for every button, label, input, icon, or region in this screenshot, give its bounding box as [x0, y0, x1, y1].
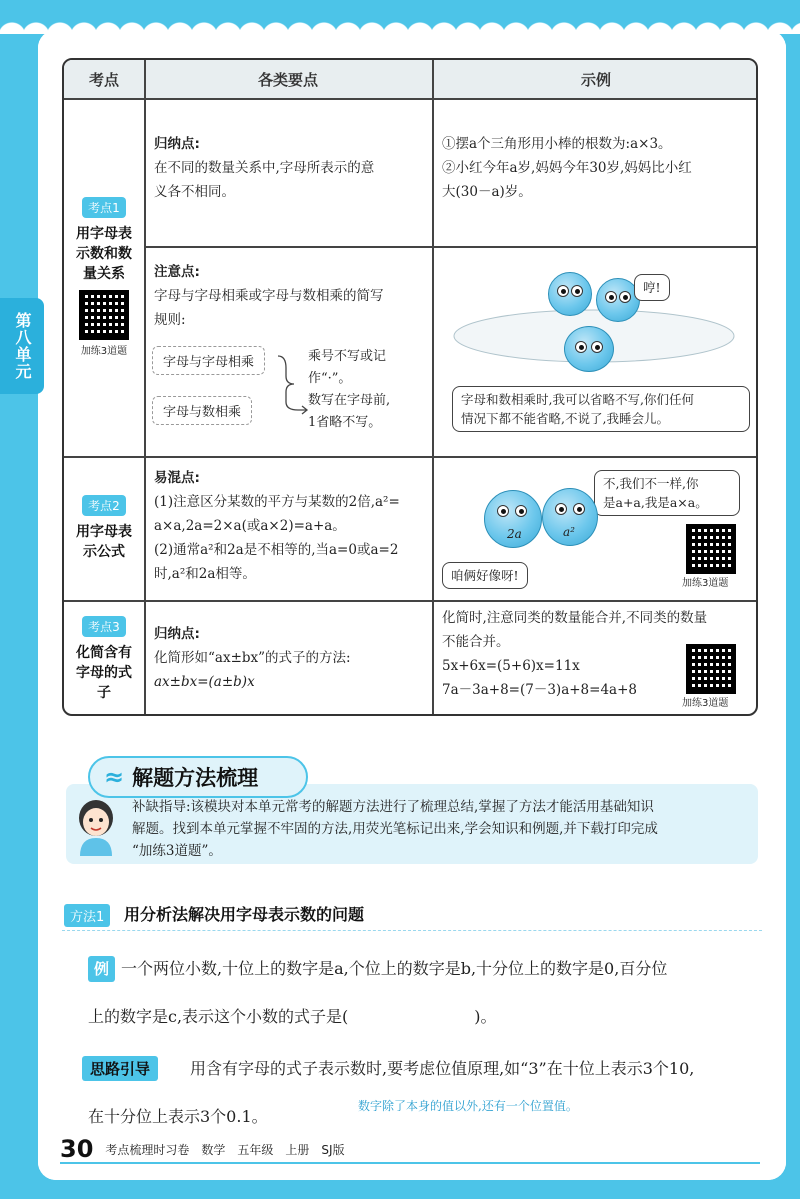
page-footer: [60, 1135, 760, 1163]
kaodian-2: [64, 456, 144, 600]
point-formula: ax±bx=(a±b)x: [154, 674, 255, 690]
guide-line: 解题。找到本单元掌握不牢固的方法,用荧光笔标记出来,学会知识和例题,并下载打印完成: [132, 821, 658, 837]
unit-side-tab: 第八单元: [0, 298, 44, 394]
kaodian-1: [64, 98, 144, 456]
bubble-line: 字母和数相乘时,我可以省略不写,你们任何: [461, 392, 694, 407]
example-formula: 7a－3a+8=(7－3)a+8=4a+8: [442, 682, 637, 698]
point-summary: [154, 132, 424, 204]
question-line: 一个两位小数,十位上的数字是a,个位上的数字是b,十分位上的数字是0,百分位: [121, 959, 668, 978]
rule-line: 数写在字母前,: [308, 393, 391, 408]
qr-code-icon[interactable]: [686, 524, 736, 574]
point-line: a×a,2a=2×a(或a×2)=a+a。: [154, 518, 346, 534]
qr-code-icon[interactable]: [79, 290, 129, 340]
wave-icon: ≈: [104, 763, 125, 791]
example-text: [442, 132, 752, 204]
divider: [144, 60, 146, 716]
speech-bubble: [452, 386, 750, 432]
ball-label: a²: [563, 525, 575, 539]
point-line: (2)通常a²和2a是不相等的,当a=0或a=2: [154, 542, 399, 558]
example-line: 化简时,注意同类的数量能合并,不同类的数量: [442, 610, 708, 626]
hint-tag: 思路引导: [82, 1056, 158, 1081]
point-line: 字母与字母相乘或字母与数相乘的简写: [154, 288, 384, 304]
bird-character-icon: [548, 272, 592, 316]
kaodian-3: [64, 600, 144, 716]
example-line: 不能合并。: [442, 634, 510, 650]
header-examples: 示例: [432, 60, 758, 98]
kaodian-title: 用字母表示公式: [76, 523, 132, 560]
point-simplify: [154, 622, 426, 694]
bubble-line: 情况下都不能省略,不说了,我睡会儿。: [461, 411, 669, 426]
point-heading: 易混点:: [154, 470, 200, 486]
section-title: [88, 756, 308, 798]
speech-bubble: 哼!: [634, 274, 670, 301]
sleepy-bird-icon: [564, 326, 614, 372]
divider: [64, 456, 758, 458]
method-title: 用分析法解决用字母表示数的问题: [124, 905, 365, 924]
divider: [62, 930, 762, 931]
point-line: 化简形如“ax±bx”的式子的方法:: [154, 650, 351, 666]
hint-text: 用含有字母的式子表示数时,要考虑位值原理,如“3”在十位上表示3个10,: [190, 1059, 695, 1078]
question-line: 上的数字是c,表示这个小数的式子是(: [88, 1007, 349, 1026]
guide-line: “加练3道题”。: [132, 843, 222, 859]
ball-label: 2a: [507, 527, 522, 541]
example-formula: 5x+6x=(5+6)x=11x: [442, 658, 580, 674]
example-line: ①摆a个三角形用小棒的根数为:a×3。: [442, 136, 672, 152]
qr-code-icon[interactable]: [686, 644, 736, 694]
question-line-end: )。: [474, 1007, 497, 1026]
header-points: 各类要点: [144, 60, 432, 98]
point-note: [154, 260, 424, 332]
example-tag: 例: [88, 956, 115, 982]
rule-box: 字母与数相乘: [152, 396, 252, 425]
example-line: 大(30－a)岁。: [442, 184, 532, 200]
point-line: 在不同的数量关系中,字母所表示的意: [154, 160, 375, 176]
footer-text: 考点梳理时习卷 数学 五年级 上册 SJ版: [105, 1142, 345, 1157]
speech-bubble: 咱俩好像呀!: [442, 562, 528, 589]
page-number: 30: [60, 1135, 94, 1163]
knowledge-table: [62, 58, 758, 716]
bubble-line: 不,我们不一样,你: [603, 476, 699, 491]
kaodian-badge: 考点3: [82, 616, 126, 637]
guide-line: 补缺指导:该模块对本单元常考的解题方法进行了梳理总结,掌握了方法才能活用基础知识: [132, 799, 654, 815]
point-heading: 注意点:: [154, 264, 200, 280]
divider: [144, 246, 758, 248]
kaodian-badge: 考点2: [82, 495, 126, 516]
point-line: (1)注意区分某数的平方与某数的2倍,a²=: [154, 494, 400, 510]
rule-line: 乘号不写或记: [308, 349, 387, 364]
method-tag: 方法1: [64, 904, 110, 927]
point-heading: 归纳点:: [154, 136, 200, 152]
divider: [64, 98, 758, 100]
section-title-text: 解题方法梳理: [132, 766, 259, 790]
example-line: ②小红今年a岁,妈妈今年30岁,妈妈比小红: [442, 160, 692, 176]
teacher-avatar-icon: [72, 798, 120, 856]
qr-label: 加练3道题: [682, 698, 729, 709]
header-kaodian: 考点: [64, 60, 144, 98]
rule-line: 作“·”。: [308, 371, 352, 386]
rule-box: 字母与字母相乘: [152, 346, 265, 375]
point-confusion: [154, 466, 426, 586]
qr-label: 加练3道题: [80, 346, 128, 357]
rule-text: [308, 346, 428, 434]
point-line: 时,a²和2a相等。: [154, 566, 256, 582]
hint-text-line2: 在十分位上表示3个0.1。: [88, 1107, 268, 1126]
ball-character-icon: [542, 488, 598, 546]
speech-bubble: [594, 470, 740, 516]
qr-label: 加练3道题: [682, 578, 729, 589]
hint-annotation: 数字除了本身的值以外,还有一个位置值。: [358, 1099, 578, 1113]
point-heading: 归纳点:: [154, 626, 200, 642]
divider: [60, 1162, 760, 1164]
rule-line: 1省略不写。: [308, 415, 382, 430]
example-question: [88, 956, 768, 982]
point-line: 规则:: [154, 312, 186, 328]
example-question-line2: [88, 1004, 768, 1030]
bubble-line: 是a+a,我是a×a。: [603, 495, 708, 510]
divider: [432, 60, 434, 716]
ball-character-icon: [484, 490, 542, 548]
divider: [64, 600, 758, 602]
kaodian-badge: 考点1: [82, 197, 126, 218]
decorative-border: [0, 0, 800, 34]
guide-text: [132, 796, 756, 862]
point-line: 义各不相同。: [154, 184, 235, 200]
kaodian-title: 化简含有字母的式子: [76, 644, 132, 701]
kaodian-title: 用字母表示数和数量关系: [76, 226, 132, 282]
